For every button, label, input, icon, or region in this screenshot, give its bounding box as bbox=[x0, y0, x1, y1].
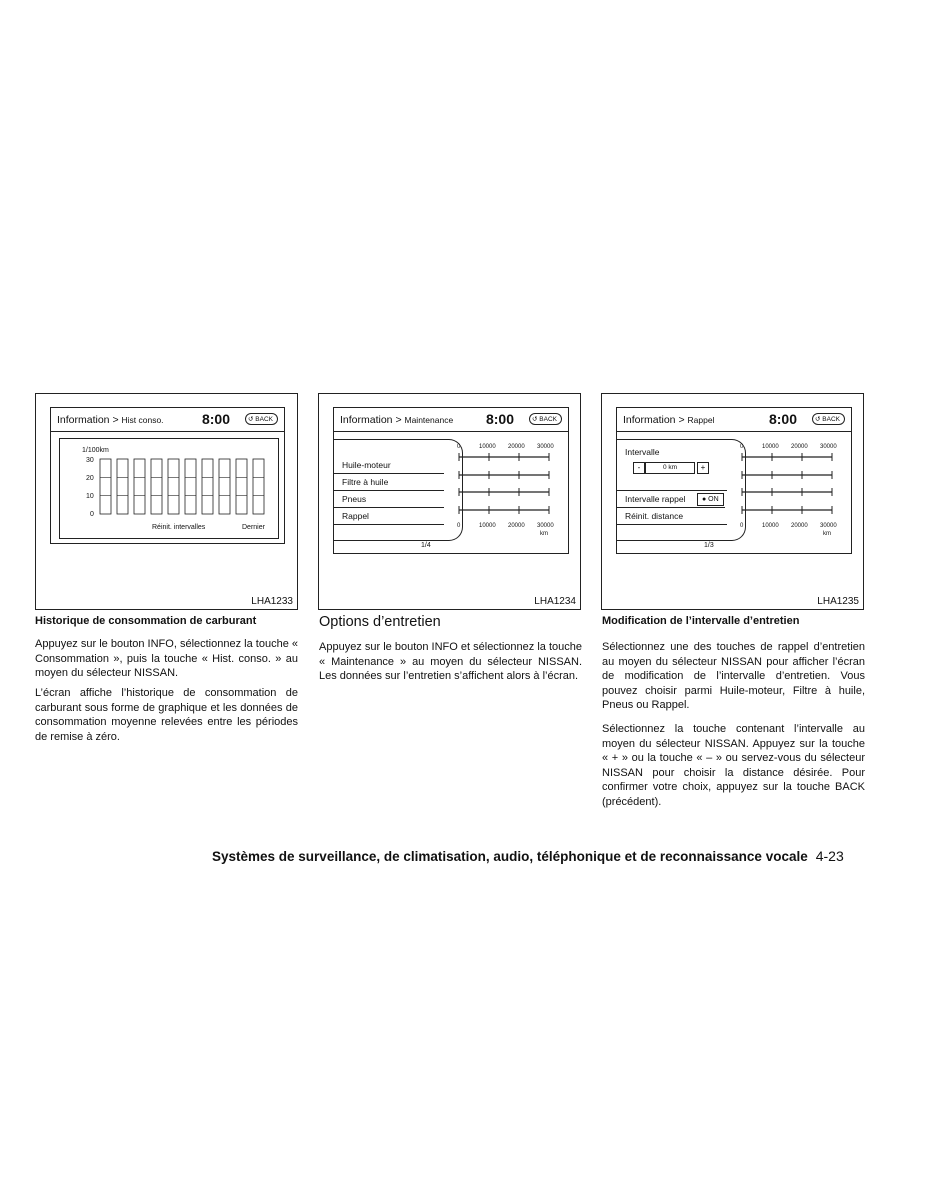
screen-subtitle: Maintenance bbox=[404, 415, 454, 425]
screen-title: Information > Maintenance bbox=[340, 414, 454, 426]
y-tick: 30 bbox=[86, 457, 94, 464]
paragraph: Appuyez sur le bouton INFO et sélectionnez la touche « Maintenance » au moyen du sélecteur NISSAN. Les données sur l’entretien s’affichent alors à l’écran. bbox=[319, 641, 582, 683]
menu-item-tires[interactable]: Pneus bbox=[334, 491, 444, 508]
figure-code: LHA1233 bbox=[251, 596, 293, 607]
plus-button[interactable]: + bbox=[697, 462, 709, 474]
reminder-progress-bars bbox=[617, 408, 853, 555]
paragraph: L’écran affiche l’historique de consommation de carburant sous forme de graphique et les données de consommation moyenne relevées entre les périodes de remise à zéro. bbox=[35, 687, 298, 743]
fuel-bar bbox=[236, 459, 247, 514]
back-button[interactable]: ↺ BACK bbox=[812, 413, 845, 425]
page-number: 4-23 bbox=[815, 848, 844, 864]
scale-tick-top: 30000 bbox=[537, 444, 554, 450]
interval-value[interactable]: 0 km bbox=[645, 462, 695, 474]
caption-interval-change: Modification de l’intervalle d’entretien bbox=[602, 615, 800, 627]
scale-tick-bottom: 0 bbox=[740, 523, 744, 529]
fuel-bar bbox=[168, 459, 179, 514]
back-button[interactable]: ↺ BACK bbox=[529, 413, 562, 425]
clock: 8:00 bbox=[768, 411, 797, 427]
figure-reminder bbox=[601, 393, 864, 610]
reset-distance-row[interactable]: Réinit. distance bbox=[617, 508, 727, 525]
fuel-bar bbox=[100, 459, 111, 514]
scale-tick-bottom: 20000 bbox=[791, 523, 808, 529]
y-tick: 0 bbox=[90, 511, 94, 518]
y-tick: 20 bbox=[86, 475, 94, 482]
header-divider bbox=[51, 431, 284, 432]
scale-tick-top: 10000 bbox=[762, 444, 779, 450]
y-axis-label: 1/100km bbox=[82, 447, 109, 454]
clock: 8:00 bbox=[201, 411, 230, 427]
screen-maintenance bbox=[333, 407, 569, 554]
screen-subtitle: Hist conso. bbox=[121, 415, 164, 425]
caption-maintenance-options: Options d’entretien bbox=[319, 614, 441, 630]
maintenance-progress-bars bbox=[334, 408, 570, 555]
screen-header bbox=[57, 411, 278, 429]
legend-reset-intervals: Réinit. intervalles bbox=[152, 524, 206, 531]
paragraph: Appuyez sur le bouton INFO, sélectionnez la touche « Consommation », puis la touche « Hist. conso. » au moyen du sélecteur NISSAN. bbox=[35, 638, 298, 680]
scale-tick-top: 10000 bbox=[479, 444, 496, 450]
figure-code: LHA1234 bbox=[534, 596, 576, 607]
scale-unit: km bbox=[540, 531, 548, 537]
fuel-bar bbox=[185, 459, 196, 514]
clock: 8:00 bbox=[485, 411, 514, 427]
back-button[interactable]: ↺ BACK bbox=[245, 413, 278, 425]
fuel-bar bbox=[151, 459, 162, 514]
interval-label: Intervalle bbox=[625, 447, 660, 457]
scale-unit: km bbox=[823, 531, 831, 537]
section-title: Systèmes de surveillance, de climatisation, audio, téléphonique et de reconnaissance vocale bbox=[212, 849, 808, 864]
screen-title: Information > Hist conso. bbox=[57, 414, 164, 426]
legend-last: Dernier bbox=[242, 524, 265, 531]
paragraph: Sélectionnez la touche contenant l’intervalle au moyen du sélecteur NISSAN. Appuyez sur la touche « + » ou la touche « – » ou servez-vous du sélecteur NISSAN pour choisir la distance désirée. Pour confirmer votre choix, appuyez sur la touche BACK (précédent). bbox=[602, 723, 865, 808]
scale-tick-top: 30000 bbox=[820, 444, 837, 450]
menu-item-oil-filter[interactable]: Filtre à huile bbox=[334, 474, 444, 491]
scale-tick-bottom: 20000 bbox=[508, 523, 525, 529]
fuel-bar bbox=[134, 459, 145, 514]
chart-frame bbox=[59, 438, 279, 539]
y-tick: 10 bbox=[86, 493, 94, 500]
screen-fuel-history bbox=[50, 407, 285, 544]
scale-tick-bottom: 10000 bbox=[762, 523, 779, 529]
caption-fuel-history: Historique de consommation de carburant bbox=[35, 615, 257, 627]
figure-fuel-history bbox=[35, 393, 298, 610]
page-indicator: 1/3 bbox=[704, 542, 714, 549]
minus-button[interactable]: - bbox=[633, 462, 645, 474]
scale-tick-bottom: 30000 bbox=[820, 523, 837, 529]
paragraph: Sélectionnez une des touches de rappel d’entretien au moyen du sélecteur NISSAN pour afficher l’écran de modification de l’intervalle d’entretien. Vous pouvez choisir parmi Huile-moteur, Filtre à huile, Pneus ou Rappel. bbox=[602, 641, 865, 712]
fuel-bar bbox=[219, 459, 230, 514]
screen-title: Information > Rappel bbox=[623, 414, 715, 426]
figure-code: LHA1235 bbox=[817, 596, 859, 607]
scale-tick-top: 0 bbox=[740, 444, 744, 450]
reminder-toggle-row[interactable]: Intervalle rappel ● ON bbox=[617, 491, 725, 508]
scale-tick-bottom: 0 bbox=[457, 523, 461, 529]
fuel-bar bbox=[202, 459, 213, 514]
page-indicator: 1/4 bbox=[421, 542, 431, 549]
scale-tick-top: 20000 bbox=[791, 444, 808, 450]
scale-tick-top: 20000 bbox=[508, 444, 525, 450]
menu-item-reminder[interactable]: Rappel bbox=[334, 508, 444, 525]
figure-maintenance bbox=[318, 393, 581, 610]
menu-item-oil[interactable]: Huile-moteur bbox=[334, 457, 444, 474]
scale-tick-bottom: 10000 bbox=[479, 523, 496, 529]
fuel-bar bbox=[253, 459, 264, 514]
page-footer bbox=[212, 848, 844, 864]
screen-subtitle: Rappel bbox=[687, 415, 715, 425]
scale-tick-bottom: 30000 bbox=[537, 523, 554, 529]
reminder-on-toggle[interactable]: ● ON bbox=[697, 493, 724, 506]
scale-tick-top: 0 bbox=[457, 444, 461, 450]
screen-reminder bbox=[616, 407, 852, 554]
fuel-bar bbox=[117, 459, 128, 514]
